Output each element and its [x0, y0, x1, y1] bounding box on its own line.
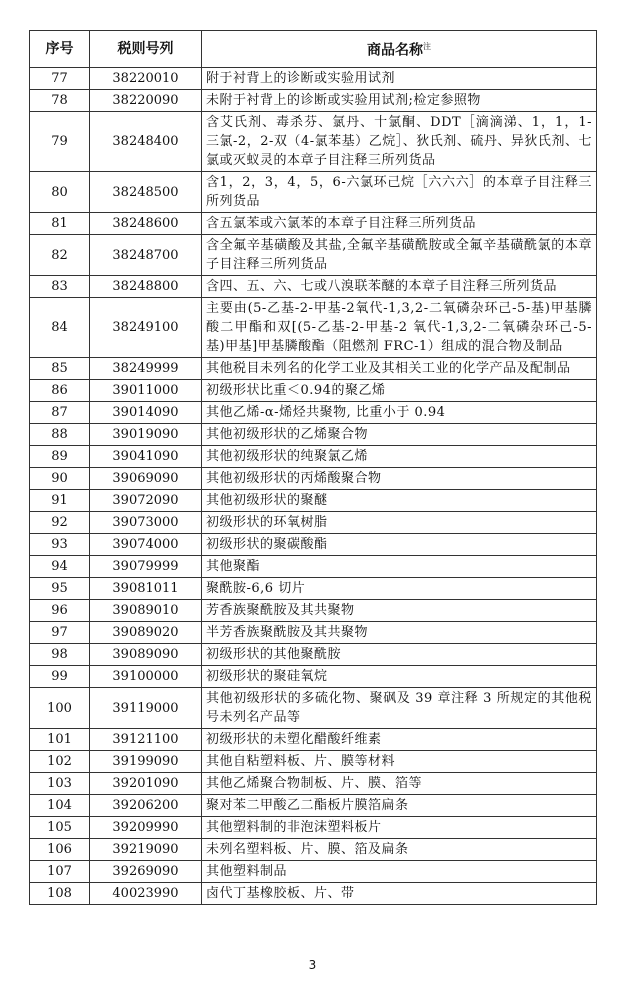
name-cell: 其他乙烯-α-烯烃共聚物, 比重小于 0.94: [202, 402, 597, 424]
seq-cell: 79: [30, 112, 90, 172]
name-cell: 初级形状的聚硅氧烷: [202, 666, 597, 688]
name-cell: 其他乙烯聚合物制板、片、膜、箔等: [202, 773, 597, 795]
tariff-table: [29, 30, 597, 905]
page-number: 3: [308, 958, 317, 972]
name-cell: 含全氟辛基磺酸及其盐,全氟辛基磺酰胺或全氟辛基磺酰氯的本章子目注释三所列货品: [202, 235, 597, 276]
seq-cell: 91: [30, 490, 90, 512]
code-cell: 38220010: [90, 68, 202, 90]
name-cell: 芳香族聚酰胺及其共聚物: [202, 600, 597, 622]
seq-cell: 90: [30, 468, 90, 490]
table-row: [30, 839, 597, 861]
table-body: [30, 68, 597, 905]
table-row: [30, 795, 597, 817]
table-row: [30, 468, 597, 490]
table-row: [30, 644, 597, 666]
code-cell: 39209990: [90, 817, 202, 839]
header-code: 税则号列: [90, 31, 202, 68]
table-row: [30, 578, 597, 600]
name-cell: 未列名塑料板、片、膜、箔及扁条: [202, 839, 597, 861]
seq-cell: 89: [30, 446, 90, 468]
name-cell: 初级形状的其他聚酰胺: [202, 644, 597, 666]
code-cell: 38248400: [90, 112, 202, 172]
name-cell: 聚酰胺-6,6 切片: [202, 578, 597, 600]
table-row: [30, 773, 597, 795]
seq-cell: 94: [30, 556, 90, 578]
name-cell: 聚对苯二甲酸乙二酯板片膜箔扁条: [202, 795, 597, 817]
table-row: [30, 68, 597, 90]
table-row: [30, 861, 597, 883]
code-cell: 40023990: [90, 883, 202, 905]
name-cell: 含艾氏剂、毒杀芬、氯丹、十氯酮、DDT［滴滴涕、1，1，1-三氯-2，2-双（4-氯苯基）乙烷］、狄氏剂、硫丹、异狄氏剂、七氯或灭蚁灵的本章子目注释三所列货品: [202, 112, 597, 172]
seq-cell: 107: [30, 861, 90, 883]
name-cell: 附于衬背上的诊断或实验用试剂: [202, 68, 597, 90]
name-cell: 其他税目未列名的化学工业及其相关工业的化学产品及配制品: [202, 358, 597, 380]
code-cell: 39069090: [90, 468, 202, 490]
seq-cell: 88: [30, 424, 90, 446]
code-cell: 39269090: [90, 861, 202, 883]
table-row: [30, 298, 597, 358]
seq-cell: 99: [30, 666, 90, 688]
table-row: [30, 556, 597, 578]
table-header-row: [30, 31, 597, 68]
code-cell: 38248800: [90, 276, 202, 298]
seq-cell: 105: [30, 817, 90, 839]
seq-cell: 93: [30, 534, 90, 556]
table-row: [30, 380, 597, 402]
code-cell: 39089090: [90, 644, 202, 666]
name-cell: 含四、五、六、七或八溴联苯醚的本章子目注释三所列货品: [202, 276, 597, 298]
seq-cell: 101: [30, 729, 90, 751]
code-cell: 39089020: [90, 622, 202, 644]
table-row: [30, 600, 597, 622]
table-row: [30, 358, 597, 380]
header-seq: 序号: [30, 31, 90, 68]
table-row: [30, 446, 597, 468]
seq-cell: 87: [30, 402, 90, 424]
seq-cell: 98: [30, 644, 90, 666]
table-row: [30, 512, 597, 534]
code-cell: 38220090: [90, 90, 202, 112]
code-cell: 39100000: [90, 666, 202, 688]
table-row: [30, 534, 597, 556]
table-row: [30, 622, 597, 644]
header-name-note: 注: [423, 42, 431, 52]
seq-cell: 108: [30, 883, 90, 905]
seq-cell: 100: [30, 688, 90, 729]
seq-cell: 95: [30, 578, 90, 600]
seq-cell: 96: [30, 600, 90, 622]
header-name-label: 商品名称: [367, 42, 423, 59]
name-cell: 卤代丁基橡胶板、片、带: [202, 883, 597, 905]
seq-cell: 82: [30, 235, 90, 276]
name-cell: 其他初级形状的纯聚氯乙烯: [202, 446, 597, 468]
name-cell: 初级形状的聚碳酸酯: [202, 534, 597, 556]
code-cell: 39019090: [90, 424, 202, 446]
table-row: [30, 213, 597, 235]
table-row: [30, 90, 597, 112]
code-cell: 39041090: [90, 446, 202, 468]
code-cell: 39011000: [90, 380, 202, 402]
seq-cell: 106: [30, 839, 90, 861]
seq-cell: 84: [30, 298, 90, 358]
code-cell: 39081011: [90, 578, 202, 600]
table-row: [30, 729, 597, 751]
name-cell: 其他塑料制品: [202, 861, 597, 883]
name-cell: 其他初级形状的丙烯酸聚合物: [202, 468, 597, 490]
table-row: [30, 490, 597, 512]
table-row: [30, 666, 597, 688]
seq-cell: 86: [30, 380, 90, 402]
code-cell: 38248700: [90, 235, 202, 276]
seq-cell: 77: [30, 68, 90, 90]
code-cell: 39206200: [90, 795, 202, 817]
name-cell: 初级形状的环氧树脂: [202, 512, 597, 534]
code-cell: 39089010: [90, 600, 202, 622]
table-row: [30, 172, 597, 213]
name-cell: 其他初级形状的聚醚: [202, 490, 597, 512]
table-row: [30, 751, 597, 773]
code-cell: 39074000: [90, 534, 202, 556]
name-cell: 初级形状比重＜0.94的聚乙烯: [202, 380, 597, 402]
seq-cell: 80: [30, 172, 90, 213]
code-cell: 38249999: [90, 358, 202, 380]
name-cell: 含五氯苯或六氯苯的本章子目注释三所列货品: [202, 213, 597, 235]
name-cell: 主要由(5-乙基-2-甲基-2氧代-1,3,2-二氧磷杂环己-5-基)甲基膦酸二甲酯和双[(5-乙基-2-甲基-2 氧代-1,3,2-二氧磷杂环己-5-基)甲基]甲基膦酸酯（阻燃剂 FRC-1）组成的混合物及制品: [202, 298, 597, 358]
seq-cell: 97: [30, 622, 90, 644]
seq-cell: 78: [30, 90, 90, 112]
code-cell: 39119000: [90, 688, 202, 729]
seq-cell: 102: [30, 751, 90, 773]
header-name: [202, 31, 597, 68]
table-row: [30, 402, 597, 424]
name-cell: 其他自粘塑料板、片、膜等材料: [202, 751, 597, 773]
name-cell: 其他聚酯: [202, 556, 597, 578]
name-cell: 初级形状的未塑化醋酸纤维素: [202, 729, 597, 751]
code-cell: 39199090: [90, 751, 202, 773]
code-cell: 38248500: [90, 172, 202, 213]
code-cell: 39072090: [90, 490, 202, 512]
table-row: [30, 817, 597, 839]
seq-cell: 92: [30, 512, 90, 534]
table-row: [30, 883, 597, 905]
table-row: [30, 424, 597, 446]
name-cell: 半芳香族聚酰胺及其共聚物: [202, 622, 597, 644]
code-cell: 39079999: [90, 556, 202, 578]
seq-cell: 81: [30, 213, 90, 235]
table-row: [30, 235, 597, 276]
code-cell: 38249100: [90, 298, 202, 358]
name-cell: 其他初级形状的多硫化物、聚砜及 39 章注释 3 所规定的其他税号未列名产品等: [202, 688, 597, 729]
name-cell: 含1，2，3，4，5，6-六氯环己烷［六六六］的本章子目注释三所列货品: [202, 172, 597, 213]
name-cell: 其他塑料制的非泡沫塑料板片: [202, 817, 597, 839]
code-cell: 39073000: [90, 512, 202, 534]
name-cell: 其他初级形状的乙烯聚合物: [202, 424, 597, 446]
table-row: [30, 276, 597, 298]
table-row: [30, 688, 597, 729]
code-cell: 39121100: [90, 729, 202, 751]
code-cell: 38248600: [90, 213, 202, 235]
seq-cell: 83: [30, 276, 90, 298]
table-row: [30, 112, 597, 172]
seq-cell: 103: [30, 773, 90, 795]
code-cell: 39201090: [90, 773, 202, 795]
seq-cell: 104: [30, 795, 90, 817]
code-cell: 39014090: [90, 402, 202, 424]
name-cell: 未附于衬背上的诊断或实验用试剂;检定参照物: [202, 90, 597, 112]
code-cell: 39219090: [90, 839, 202, 861]
seq-cell: 85: [30, 358, 90, 380]
